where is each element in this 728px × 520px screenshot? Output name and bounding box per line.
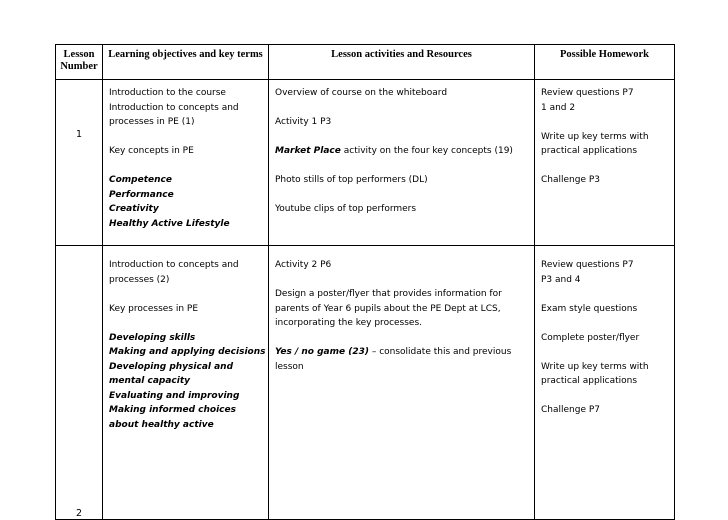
key-term: Developing skills [109,332,196,343]
activity-line [275,345,532,360]
homework-line: practical applications [541,146,638,156]
key-term: mental capacity [109,376,190,386]
activity-text: – consolidate this and previous [368,347,512,357]
key-term: Competence [109,175,172,185]
activity-line [275,144,532,159]
key-processes-heading: Key processes in PE [109,303,199,314]
lesson-number [56,246,103,520]
homework-line: 1 and 2 [541,102,576,113]
header-homework: Possible Homework [535,45,675,80]
objective-line: Introduction to the course [109,88,226,98]
key-term: Creativity [109,204,159,214]
activity-line: Design a poster/flyer that provides information for [275,289,502,299]
lesson-number [56,80,103,246]
activity-line: Activity 2 P6 [275,260,332,270]
activity-line: Youtube clips of top performers [275,204,417,214]
activity-bold: Yes / no game (23) [275,347,369,357]
homework-line: Review questions P7 [541,88,634,98]
homework-line: Exam style questions [541,303,638,314]
header-activities: Lesson activities and Resources [269,45,535,80]
activity-text: activity on the four key concepts (19) [340,146,513,156]
activity-line: Activity 1 P3 [275,117,332,127]
homework-line: practical applications [541,376,638,386]
objective-line: Introduction to concepts and [109,102,239,113]
table-row [56,246,675,520]
homework-line: Write up key terms with [541,361,649,372]
key-term: about healthy active [109,419,214,430]
homework-line: Challenge P7 [541,405,601,415]
key-term: Evaluating and improving [109,390,240,401]
homework-line: Complete poster/flyer [541,332,640,343]
objective-line: processes (2) [109,274,170,285]
homework-line: Write up key terms with [541,131,649,142]
table-header-row [56,45,675,80]
activities-cell [269,80,535,246]
activity-line: Overview of course on the whiteboard [275,88,448,98]
activity-line: parents of Year 6 pupils about the PE Dept at LCS, [275,303,501,314]
homework-line: P3 and 4 [541,274,581,285]
activity-line: lesson [275,361,304,372]
lesson-number-value: 2 [75,508,83,519]
key-term: Making informed choices [109,405,236,415]
activity-line: Photo stills of top performers (DL) [275,175,428,185]
activity-line: incorporating the key processes. [275,318,423,328]
objective-line: Introduction to concepts and [109,260,239,270]
homework-cell [535,246,675,520]
lesson-number-value: 1 [75,129,83,140]
header-lesson-number: Lesson Number [56,45,103,80]
objectives-cell [103,80,269,246]
table-row [56,80,675,246]
homework-line: Review questions P7 [541,260,634,270]
homework-cell [535,80,675,246]
objective-line: processes in PE (1) [109,117,195,127]
key-term: Developing physical and [109,361,234,372]
key-term: Making and applying decisions [109,347,266,357]
key-term: Performance [109,189,174,200]
lesson-plan-table [55,44,675,520]
activity-bold: Market Place [275,146,341,156]
key-concepts-heading: Key concepts in PE [109,146,194,156]
activities-cell [269,246,535,520]
key-term: Healthy Active Lifestyle [109,218,230,229]
homework-line: Challenge P3 [541,175,601,185]
objectives-cell [103,246,269,520]
header-objectives: Learning objectives and key terms [103,45,269,80]
